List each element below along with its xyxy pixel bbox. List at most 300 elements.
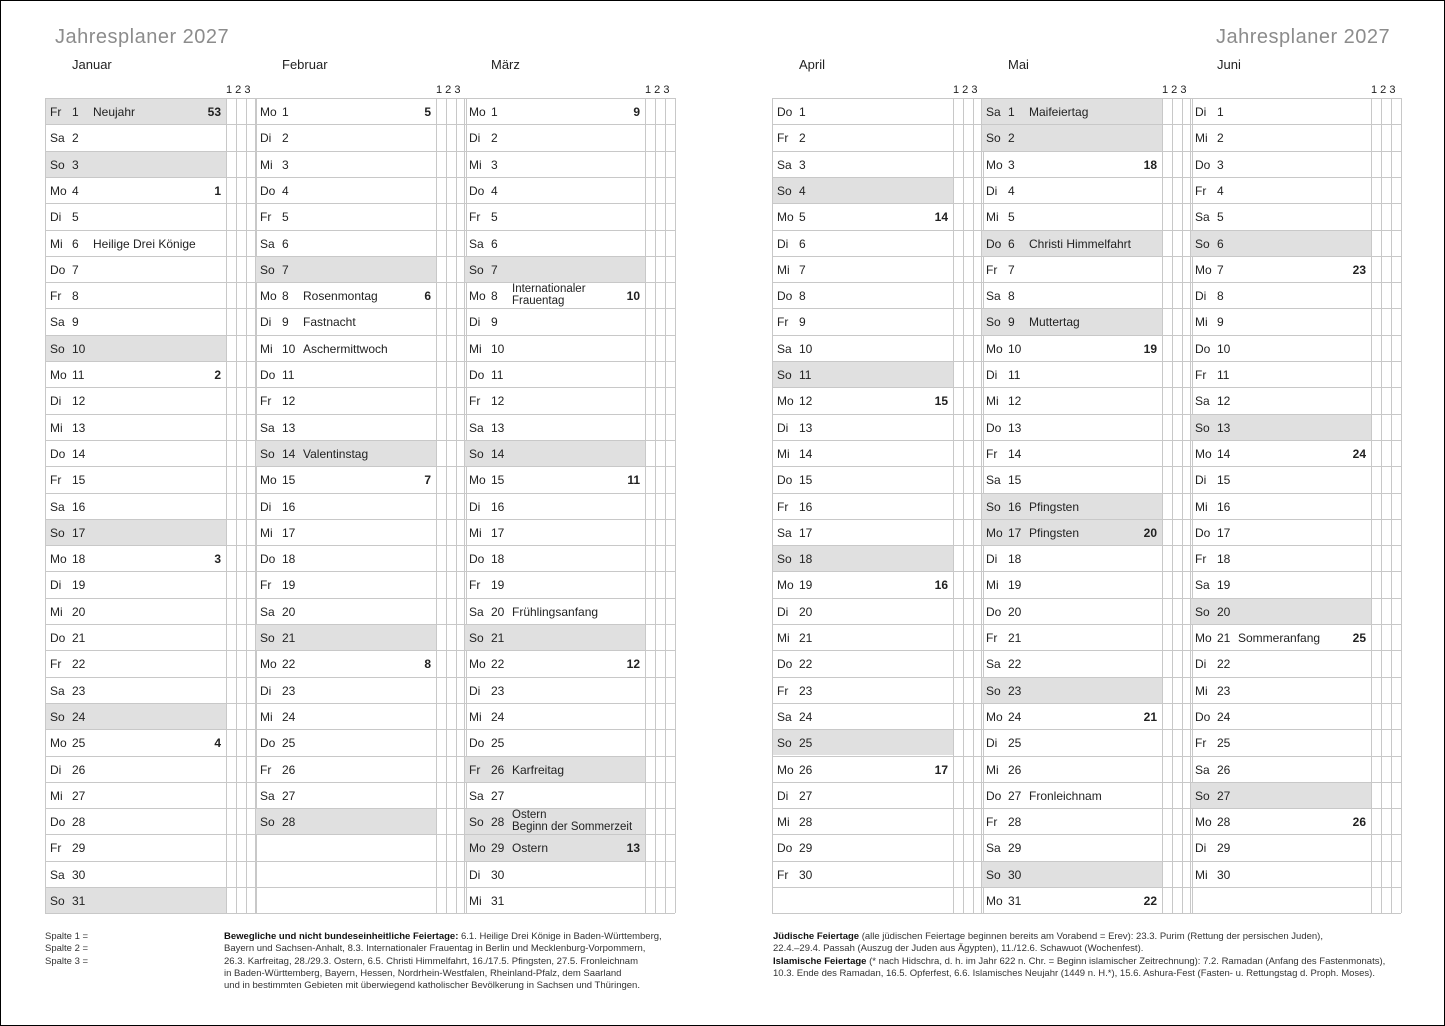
day-row[interactable] <box>464 414 645 440</box>
day-row[interactable] <box>1190 782 1371 808</box>
day-row[interactable] <box>981 598 1162 624</box>
day-row[interactable] <box>1190 598 1371 624</box>
day-row[interactable] <box>772 782 953 808</box>
weekday: Sa <box>469 788 484 803</box>
day-row[interactable] <box>981 519 1162 545</box>
day-row[interactable] <box>464 151 645 177</box>
day-row[interactable] <box>772 756 953 782</box>
column-numbers: 1 2 3 <box>953 84 978 96</box>
day-row[interactable] <box>1190 703 1371 729</box>
day-number: 4 <box>491 183 498 198</box>
day-row[interactable] <box>772 571 953 597</box>
day-row[interactable] <box>772 861 953 887</box>
day-row[interactable] <box>464 308 645 334</box>
day-row[interactable] <box>981 230 1162 256</box>
day-number: 26 <box>72 762 86 777</box>
day-row[interactable] <box>1190 861 1371 887</box>
grid-line <box>45 808 256 809</box>
day-row[interactable] <box>464 256 645 282</box>
day-row[interactable] <box>1190 335 1371 361</box>
day-row[interactable] <box>1190 98 1371 124</box>
day-row[interactable] <box>255 256 436 282</box>
legend-spalte-3: Spalte 3 = <box>45 955 89 967</box>
grid-line <box>772 729 983 730</box>
day-row[interactable] <box>772 808 953 834</box>
month-column <box>1190 98 1401 913</box>
day-number: 30 <box>799 867 813 882</box>
day-row[interactable] <box>1190 177 1371 203</box>
grid-line <box>675 98 676 913</box>
grid-line <box>981 230 1192 231</box>
day-number: 20 <box>1008 604 1022 619</box>
day-row[interactable] <box>464 361 645 387</box>
day-row[interactable] <box>45 493 226 519</box>
day-row[interactable] <box>464 729 645 755</box>
grid-line <box>772 98 983 99</box>
day-row[interactable] <box>981 756 1162 782</box>
day-row[interactable] <box>45 519 226 545</box>
grid-line <box>655 98 656 913</box>
day-row[interactable] <box>255 571 436 597</box>
grid-line <box>1371 98 1372 913</box>
day-number: 13 <box>282 420 296 435</box>
day-row[interactable] <box>255 519 436 545</box>
day-row[interactable] <box>1190 493 1371 519</box>
day-row[interactable] <box>255 756 436 782</box>
weekday: Fr <box>986 631 998 645</box>
day-row[interactable] <box>255 335 436 361</box>
day-row[interactable] <box>464 545 645 571</box>
legend-spalte-1: Spalte 1 = <box>45 931 89 942</box>
day-row[interactable] <box>1190 624 1371 650</box>
day-row[interactable] <box>1190 650 1371 676</box>
weekday: So <box>50 525 65 540</box>
day-row[interactable] <box>772 677 953 703</box>
day-row[interactable] <box>981 335 1162 361</box>
day-row[interactable] <box>981 124 1162 150</box>
day-row[interactable] <box>464 677 645 703</box>
day-row[interactable] <box>981 782 1162 808</box>
day-row[interactable] <box>981 677 1162 703</box>
day-row[interactable] <box>981 729 1162 755</box>
day-row[interactable] <box>981 493 1162 519</box>
grid-line <box>981 545 1192 546</box>
day-row[interactable] <box>464 598 645 624</box>
day-row[interactable] <box>772 834 953 860</box>
day-row[interactable] <box>464 440 645 466</box>
day-row[interactable] <box>464 782 645 808</box>
month-column <box>255 98 466 913</box>
week-number: 53 <box>207 105 221 119</box>
weekday: Do <box>260 183 276 198</box>
day-row[interactable] <box>772 624 953 650</box>
grid-line <box>981 177 1192 178</box>
grid-line <box>1190 834 1401 835</box>
week-number: 21 <box>1143 709 1157 724</box>
day-row[interactable] <box>772 361 953 387</box>
day-row[interactable] <box>45 282 226 308</box>
weekday: Fr <box>469 394 481 409</box>
day-number: 2 <box>282 131 289 146</box>
day-row[interactable] <box>772 256 953 282</box>
day-row[interactable] <box>464 571 645 597</box>
day-row[interactable] <box>1190 466 1371 492</box>
day-row[interactable] <box>464 177 645 203</box>
day-row[interactable] <box>255 308 436 334</box>
day-row[interactable] <box>981 571 1162 597</box>
day-row[interactable] <box>45 124 226 150</box>
grid-line <box>464 729 675 730</box>
footnote-left-line: 6.1. Heilige Drei Könige in Baden-Württemberg, <box>458 931 662 942</box>
weekday: Mo <box>777 394 794 409</box>
day-row[interactable] <box>1190 387 1371 413</box>
weekday: Mo <box>986 341 1003 356</box>
day-row[interactable] <box>464 703 645 729</box>
day-row[interactable] <box>45 756 226 782</box>
day-row[interactable] <box>45 466 226 492</box>
day-row[interactable] <box>1190 756 1371 782</box>
day-row[interactable] <box>1190 677 1371 703</box>
day-row[interactable] <box>45 387 226 413</box>
event-label: Internationaler Frauentag <box>512 283 586 308</box>
day-row[interactable] <box>981 650 1162 676</box>
weekday: Mo <box>777 578 794 593</box>
column-legend <box>45 931 88 968</box>
day-row[interactable] <box>981 308 1162 334</box>
day-row[interactable] <box>255 598 436 624</box>
day-number: 9 <box>282 315 289 330</box>
day-row[interactable] <box>255 282 436 308</box>
day-row[interactable] <box>255 545 436 571</box>
grid-line <box>45 834 256 835</box>
day-row[interactable] <box>255 230 436 256</box>
day-number: 17 <box>491 525 505 540</box>
weekday: Sa <box>777 157 792 172</box>
footnote-left-line: Bayern und Sachsen-Anhalt, 8.3. Internationaler Frauentag in Berlin und Mecklenburg-Vorpommern, <box>224 943 646 955</box>
day-row[interactable] <box>255 387 436 413</box>
day-row[interactable] <box>981 861 1162 887</box>
day-number: 5 <box>72 210 79 225</box>
weekday: Mi <box>469 157 482 172</box>
grid-line <box>464 703 675 704</box>
weekday: Mi <box>777 815 790 830</box>
grid-line <box>981 203 1192 204</box>
grid-line <box>464 545 675 546</box>
day-row[interactable] <box>45 230 226 256</box>
day-row[interactable] <box>464 519 645 545</box>
day-row[interactable] <box>255 124 436 150</box>
day-row[interactable] <box>45 256 226 282</box>
day-row[interactable] <box>981 282 1162 308</box>
day-row[interactable] <box>255 729 436 755</box>
grid-line <box>255 598 466 599</box>
day-row[interactable] <box>772 703 953 729</box>
grid-line <box>1190 361 1401 362</box>
weekday: Do <box>986 604 1002 619</box>
day-row[interactable] <box>981 151 1162 177</box>
day-row[interactable] <box>45 834 226 860</box>
day-number: 9 <box>1217 315 1224 330</box>
day-row[interactable] <box>45 598 226 624</box>
day-number: 26 <box>491 762 505 777</box>
day-number: 5 <box>799 210 806 225</box>
day-number: 21 <box>72 631 86 645</box>
day-row[interactable] <box>772 598 953 624</box>
column-numbers: 1 2 3 <box>436 84 461 96</box>
day-row[interactable] <box>45 677 226 703</box>
day-number: 13 <box>491 420 505 435</box>
day-row[interactable] <box>772 124 953 150</box>
day-number: 6 <box>491 236 498 251</box>
day-row[interactable] <box>255 808 436 834</box>
day-row[interactable] <box>981 440 1162 466</box>
footnote-left-line: in Baden-Württemberg, Bayern, Hessen, Nordrhein-Westfalen, Rheinland-Pfalz, dem Saarland <box>224 967 622 979</box>
weekday: Fr <box>986 815 998 830</box>
day-row[interactable] <box>1190 545 1371 571</box>
grid-line <box>772 493 983 494</box>
day-row[interactable] <box>45 361 226 387</box>
day-row[interactable] <box>772 466 953 492</box>
day-number: 24 <box>491 709 505 724</box>
day-row[interactable] <box>981 98 1162 124</box>
day-row[interactable] <box>464 808 645 834</box>
day-row[interactable] <box>45 650 226 676</box>
grid-line <box>255 256 466 257</box>
event-label: Pfingsten <box>1029 499 1080 514</box>
day-row[interactable] <box>45 177 226 203</box>
day-row[interactable] <box>1190 414 1371 440</box>
day-row[interactable] <box>981 387 1162 413</box>
day-row[interactable] <box>772 387 953 413</box>
weekday: Di <box>777 788 789 803</box>
day-row[interactable] <box>1190 151 1371 177</box>
day-row[interactable] <box>1190 308 1371 334</box>
grid-line <box>255 124 466 125</box>
grid-line <box>1190 703 1401 704</box>
day-row[interactable] <box>255 650 436 676</box>
grid-line <box>981 98 982 913</box>
day-number: 9 <box>491 315 498 330</box>
grid-line <box>772 677 983 678</box>
day-row[interactable] <box>255 203 436 229</box>
day-row[interactable] <box>255 98 436 124</box>
day-row[interactable] <box>981 203 1162 229</box>
day-row[interactable] <box>772 335 953 361</box>
grid-line <box>45 361 256 362</box>
grid-line <box>772 598 983 599</box>
weekday: Sa <box>50 315 65 330</box>
day-row[interactable] <box>981 887 1162 913</box>
day-row[interactable] <box>45 703 226 729</box>
day-row[interactable] <box>772 308 953 334</box>
day-row[interactable] <box>464 834 645 860</box>
day-row[interactable] <box>255 440 436 466</box>
day-row[interactable] <box>1190 834 1371 860</box>
day-row[interactable] <box>772 177 953 203</box>
day-row[interactable] <box>45 808 226 834</box>
grid-line <box>772 466 983 467</box>
footnote-right-line: (alle jüdischen Feiertage beginnen bereits am Vorabend = Erev): 23.3. Purim (Rettung der persischen Juden), <box>859 931 1323 942</box>
day-row[interactable] <box>464 493 645 519</box>
day-row[interactable] <box>464 98 645 124</box>
day-row[interactable] <box>45 414 226 440</box>
day-number: 20 <box>72 604 86 619</box>
month-name: März <box>491 57 520 72</box>
grid-line <box>1190 308 1401 309</box>
day-row[interactable] <box>255 151 436 177</box>
day-row[interactable] <box>1190 440 1371 466</box>
day-row[interactable] <box>772 282 953 308</box>
day-row[interactable] <box>464 335 645 361</box>
day-row[interactable] <box>464 466 645 492</box>
day-row[interactable] <box>772 98 953 124</box>
day-row[interactable] <box>255 466 436 492</box>
day-row[interactable] <box>1190 282 1371 308</box>
day-number: 1 <box>1217 105 1224 119</box>
day-number: 6 <box>1008 236 1015 251</box>
day-number: 25 <box>1008 736 1022 751</box>
grid-line <box>981 493 1192 494</box>
day-row[interactable] <box>45 335 226 361</box>
day-row[interactable] <box>464 756 645 782</box>
weekday: Sa <box>50 499 65 514</box>
day-row[interactable] <box>981 414 1162 440</box>
day-row[interactable] <box>464 230 645 256</box>
grid-line <box>255 203 466 204</box>
day-row[interactable] <box>981 808 1162 834</box>
day-row[interactable] <box>45 203 226 229</box>
day-row[interactable] <box>772 440 953 466</box>
day-row[interactable] <box>1190 571 1371 597</box>
day-row[interactable] <box>464 282 645 308</box>
weekday: Fr <box>469 578 481 593</box>
day-number: 15 <box>72 473 86 488</box>
day-row[interactable] <box>1190 729 1371 755</box>
day-row[interactable] <box>981 361 1162 387</box>
weekday: Mo <box>469 105 486 119</box>
day-number: 19 <box>1217 578 1231 593</box>
day-row[interactable] <box>981 624 1162 650</box>
day-number: 22 <box>72 657 86 672</box>
footnote-right-line: 22.4.–29.4. Passah (Auszug der Juden aus Ägypten), 11./12.6. Schawuot (Wochenfest). <box>773 943 1144 955</box>
week-number: 11 <box>627 473 640 488</box>
day-row[interactable] <box>772 414 953 440</box>
day-row[interactable] <box>981 545 1162 571</box>
grid-line <box>981 756 1192 757</box>
day-row[interactable] <box>45 729 226 755</box>
day-row[interactable] <box>255 782 436 808</box>
day-row[interactable] <box>45 887 226 913</box>
day-row[interactable] <box>1190 519 1371 545</box>
day-number: 16 <box>72 499 86 514</box>
day-row[interactable] <box>1190 124 1371 150</box>
day-row[interactable] <box>772 230 953 256</box>
day-row[interactable] <box>772 493 953 519</box>
day-row[interactable] <box>45 782 226 808</box>
day-row[interactable] <box>464 887 645 913</box>
grid-line <box>464 335 675 336</box>
grid-line <box>464 466 675 467</box>
day-row[interactable] <box>45 571 226 597</box>
day-row[interactable] <box>255 703 436 729</box>
grid-line <box>45 414 256 415</box>
day-row[interactable] <box>45 624 226 650</box>
weekday: Mo <box>986 709 1003 724</box>
day-row[interactable] <box>45 440 226 466</box>
grid-line <box>981 151 1192 152</box>
day-row[interactable] <box>981 834 1162 860</box>
day-row[interactable] <box>1190 203 1371 229</box>
day-row[interactable] <box>772 650 953 676</box>
grid-line <box>236 98 237 913</box>
day-row[interactable] <box>1190 256 1371 282</box>
day-row[interactable] <box>981 703 1162 729</box>
grid-line <box>255 177 466 178</box>
grid-line <box>45 598 256 599</box>
day-row[interactable] <box>464 650 645 676</box>
day-number: 18 <box>491 552 505 567</box>
day-row[interactable] <box>464 203 645 229</box>
day-row[interactable] <box>464 387 645 413</box>
weekday: So <box>260 446 275 461</box>
day-row[interactable] <box>255 361 436 387</box>
day-row[interactable] <box>464 861 645 887</box>
day-row[interactable] <box>772 203 953 229</box>
weekday: So <box>1195 604 1210 619</box>
day-number: 23 <box>1008 683 1022 698</box>
day-row[interactable] <box>772 729 953 755</box>
day-row[interactable] <box>981 466 1162 492</box>
grid-line <box>1190 256 1401 257</box>
day-row[interactable] <box>255 493 436 519</box>
day-row[interactable] <box>45 98 226 124</box>
day-number: 18 <box>282 552 296 567</box>
day-number: 30 <box>1217 867 1231 882</box>
day-row[interactable] <box>255 414 436 440</box>
day-row[interactable] <box>255 677 436 703</box>
day-row[interactable] <box>1190 808 1371 834</box>
weekday: Sa <box>986 841 1001 856</box>
weekday: Fr <box>260 394 272 409</box>
grid-line <box>45 861 256 862</box>
grid-line <box>45 913 256 914</box>
weekday: Do <box>986 236 1002 251</box>
day-row[interactable] <box>772 545 953 571</box>
grid-line <box>45 782 256 783</box>
day-number: 6 <box>282 236 289 251</box>
grid-line <box>772 230 983 231</box>
day-row[interactable] <box>45 861 226 887</box>
day-row[interactable] <box>981 177 1162 203</box>
day-row[interactable] <box>464 124 645 150</box>
day-row[interactable] <box>45 308 226 334</box>
day-row[interactable] <box>464 624 645 650</box>
day-row[interactable] <box>255 177 436 203</box>
day-row[interactable] <box>255 624 436 650</box>
weekday: Do <box>469 183 485 198</box>
day-row[interactable] <box>772 519 953 545</box>
week-number: 19 <box>1143 341 1157 356</box>
day-row[interactable] <box>1190 361 1371 387</box>
week-number: 1 <box>214 183 221 198</box>
day-row[interactable] <box>1190 230 1371 256</box>
grid-line <box>981 282 1192 283</box>
day-row[interactable] <box>981 256 1162 282</box>
day-row[interactable] <box>45 545 226 571</box>
day-row[interactable] <box>45 151 226 177</box>
day-row[interactable] <box>772 151 953 177</box>
weekday: Do <box>50 262 66 277</box>
